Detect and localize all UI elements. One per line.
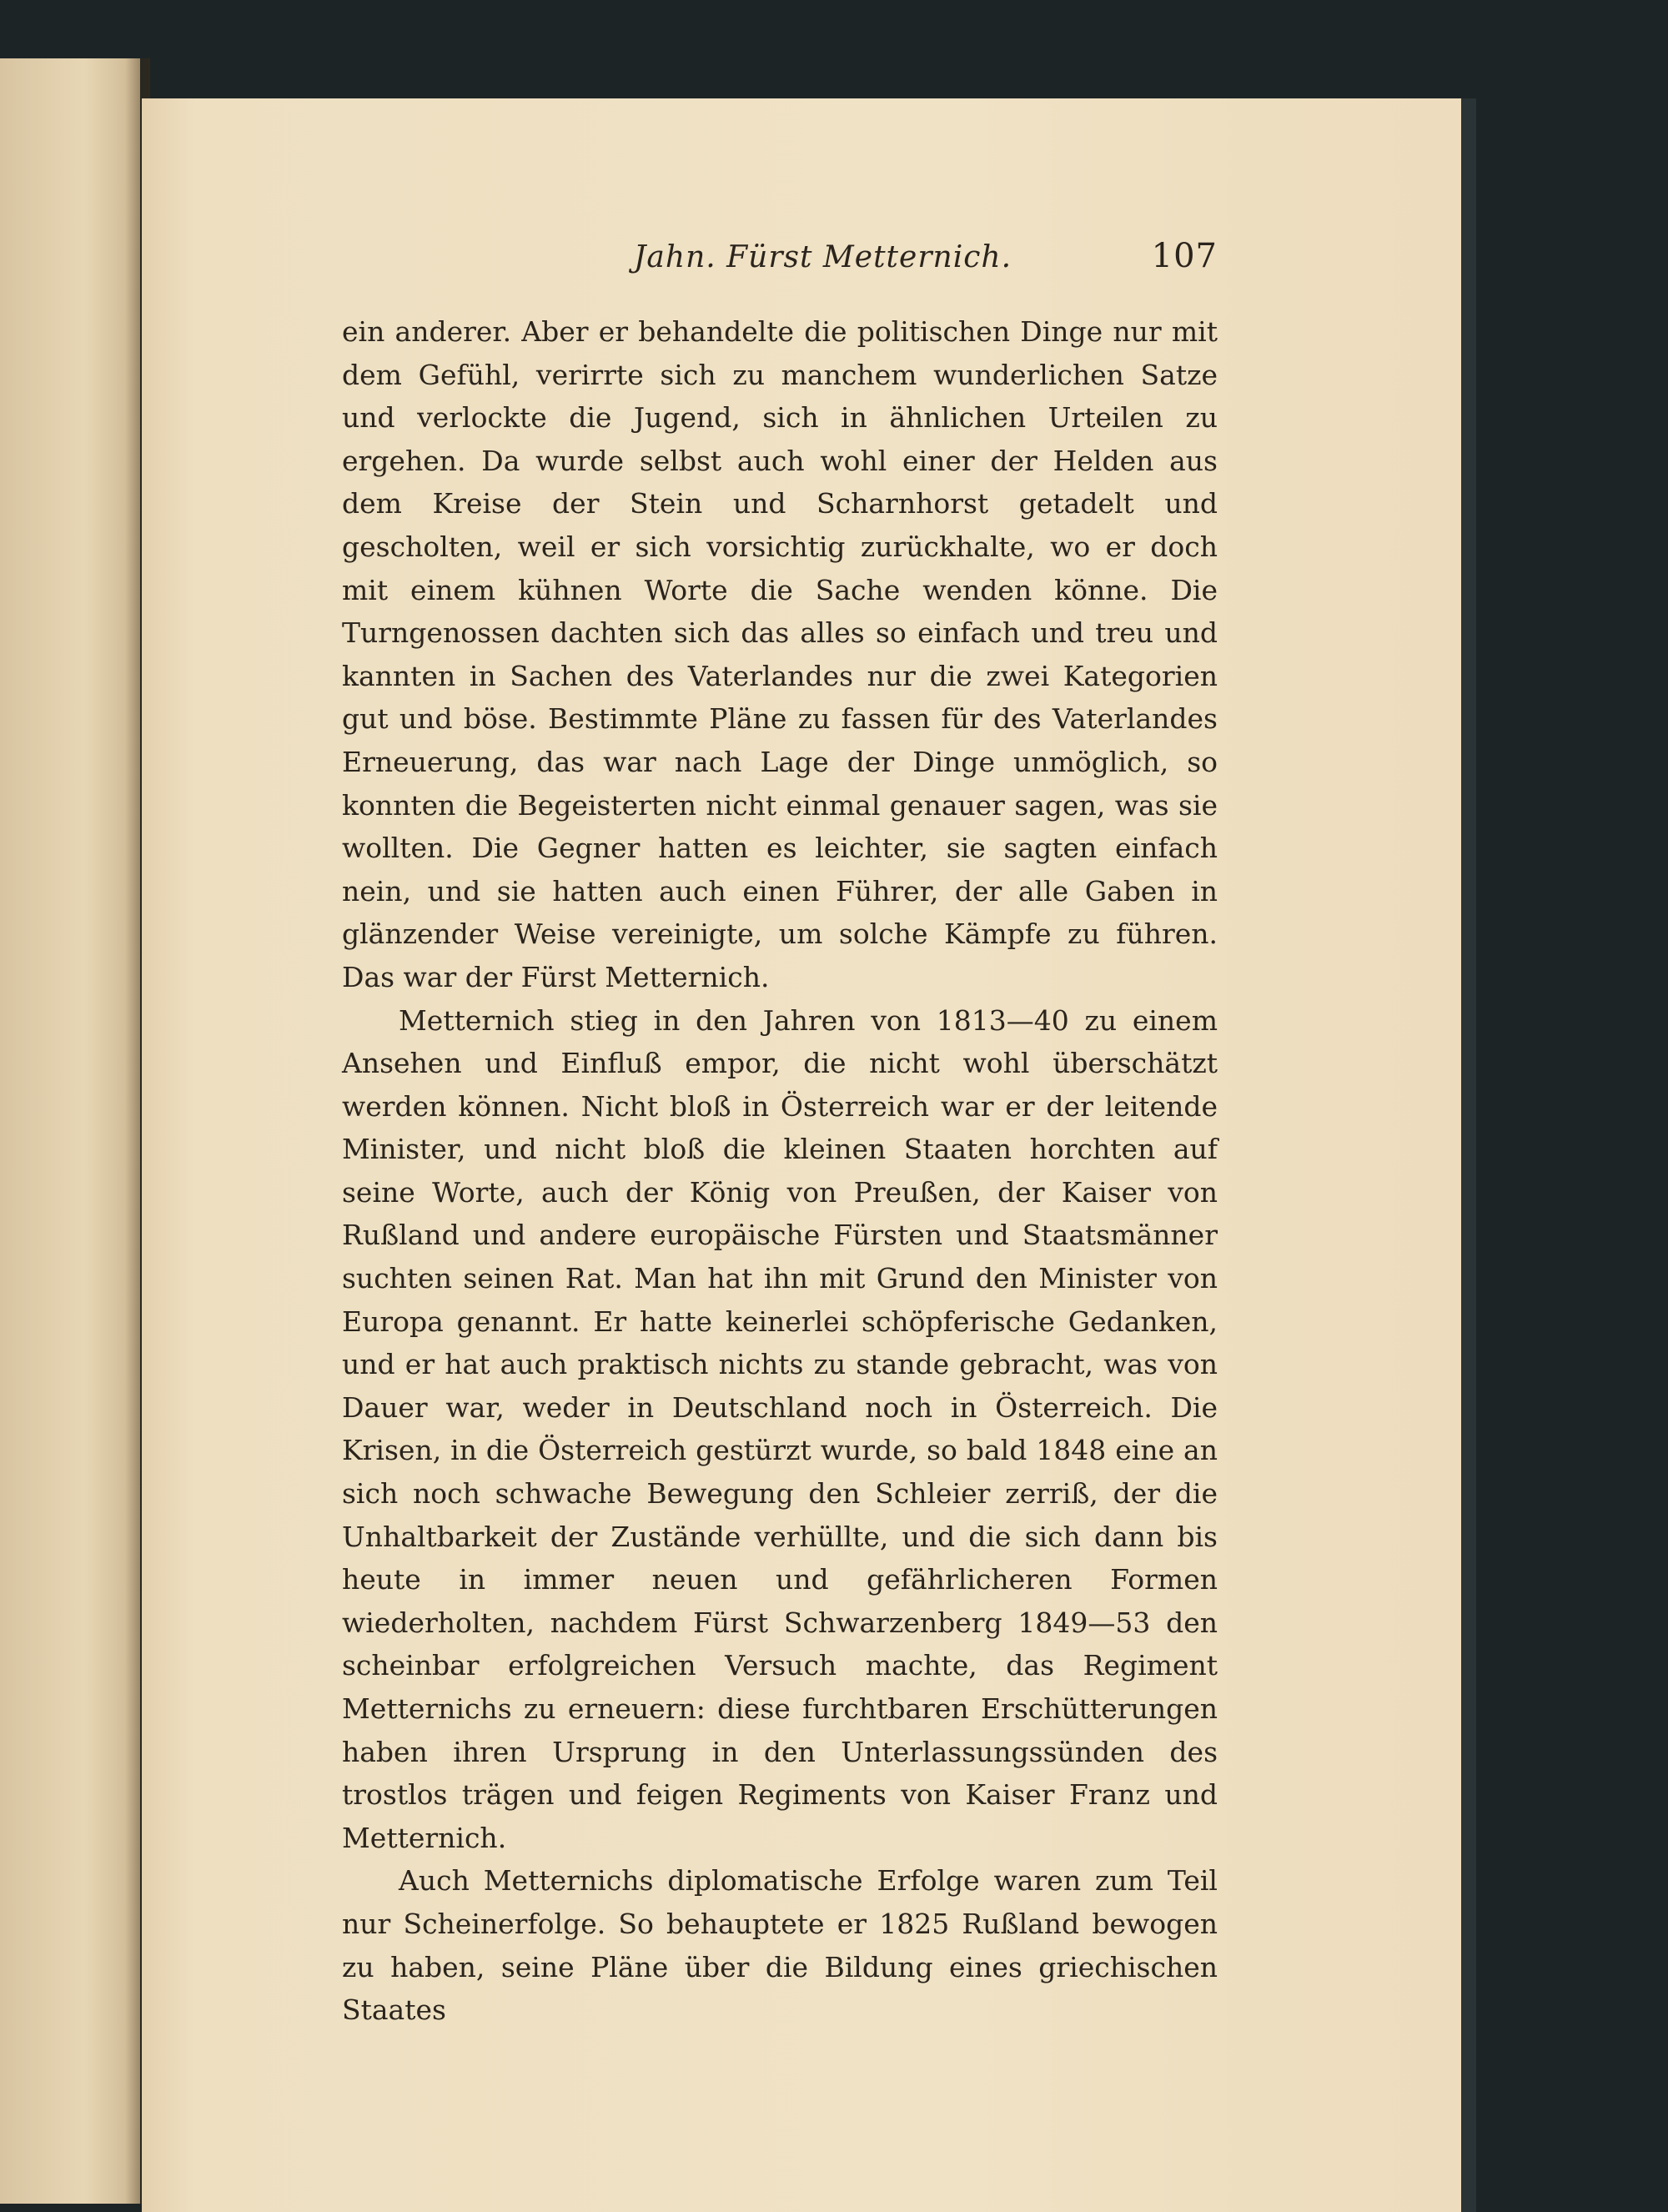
- paragraph-1: ein anderer. Aber er behandelte die politischen Dinge nur mit dem Gefühl, verirrte sich zu manchem wunderlichen Satze und verlockte die Jugend, sich in ähnlichen Urteilen zu ergehen. Da wurde selbst auch wohl einer der Helden aus dem Kreise der Stein und Scharnhorst getadelt und gescholten, weil er sich vorsichtig zurückhalte, wo er doch mit einem kühnen Worte die Sache wenden könne. Die Turngenossen dachten sich das alles so einfach und treu und kannten in Sachen des Vaterlandes nur die zwei Kategorien gut und böse. Bestimmte Pläne zu fassen für des Vaterlandes Erneuerung, das war nach Lage der Dinge unmöglich, so konnten die Begeisterten nicht einmal genauer sagen, was sie wollten. Die Gegner hatten es leichter, sie sagten einfach nein, und sie hatten auch einen Führer, der alle Gaben in glänzender Weise vereinigte, um solche Kämpfe zu führen. Das war der Fürst Metternich.: [342, 315, 1218, 993]
- running-title: Jahn. Fürst Metternich.: [634, 240, 1012, 274]
- left-page: [0, 58, 140, 2204]
- book-board-edge: [1461, 98, 1476, 2212]
- paragraph-3: Auch Metternichs diplomatische Erfolge waren zum Teil nur Scheinerfolge. So behauptete er 1825 Rußland bewogen zu haben, seine Pläne über die Bildung eines griechischen Staates: [342, 1864, 1218, 2027]
- paragraph-2: Metternich stieg in den Jahren von 1813—40 zu einem Ansehen und Einfluß empor, die nicht wohl überschätzt werden können. Nicht bloß in Österreich war er der leitende Minister, und nicht bloß die kleinen Staaten horchten auf seine Worte, auch der König von Preußen, der Kaiser von Rußland und andere europäische Fürsten und Staatsmänner suchten seinen Rat. Man hat ihn mit Grund den Minister von Europa genannt. Er hatte keinerlei schöpferische Gedanken, und er hat auch praktisch nichts zu stande gebracht, was von Dauer war, weder in Deutschland noch in Österreich. Die Krisen, in die Österreich gestürzt wurde, so bald 1848 eine an sich noch schwache Bewegung den Schleier zerriß, der die Unhaltbarkeit der Zustände verhüllte, und die sich dann bis heute in immer neuen und gefährlicheren Formen wiederholten, nachdem Fürst Schwarzenberg 1849—53 den scheinbar erfolgreichen Versuch machte, das Regiment Metternichs zu erneuern: diese furchtbaren Erschütterungen haben ihren Ursprung in den Unterlassungssünden des trostlos trägen und feigen Regiments von Kaiser Franz und Metternich.: [342, 1003, 1218, 1854]
- body-text: [342, 310, 1218, 2032]
- page-number: 107: [1151, 237, 1218, 275]
